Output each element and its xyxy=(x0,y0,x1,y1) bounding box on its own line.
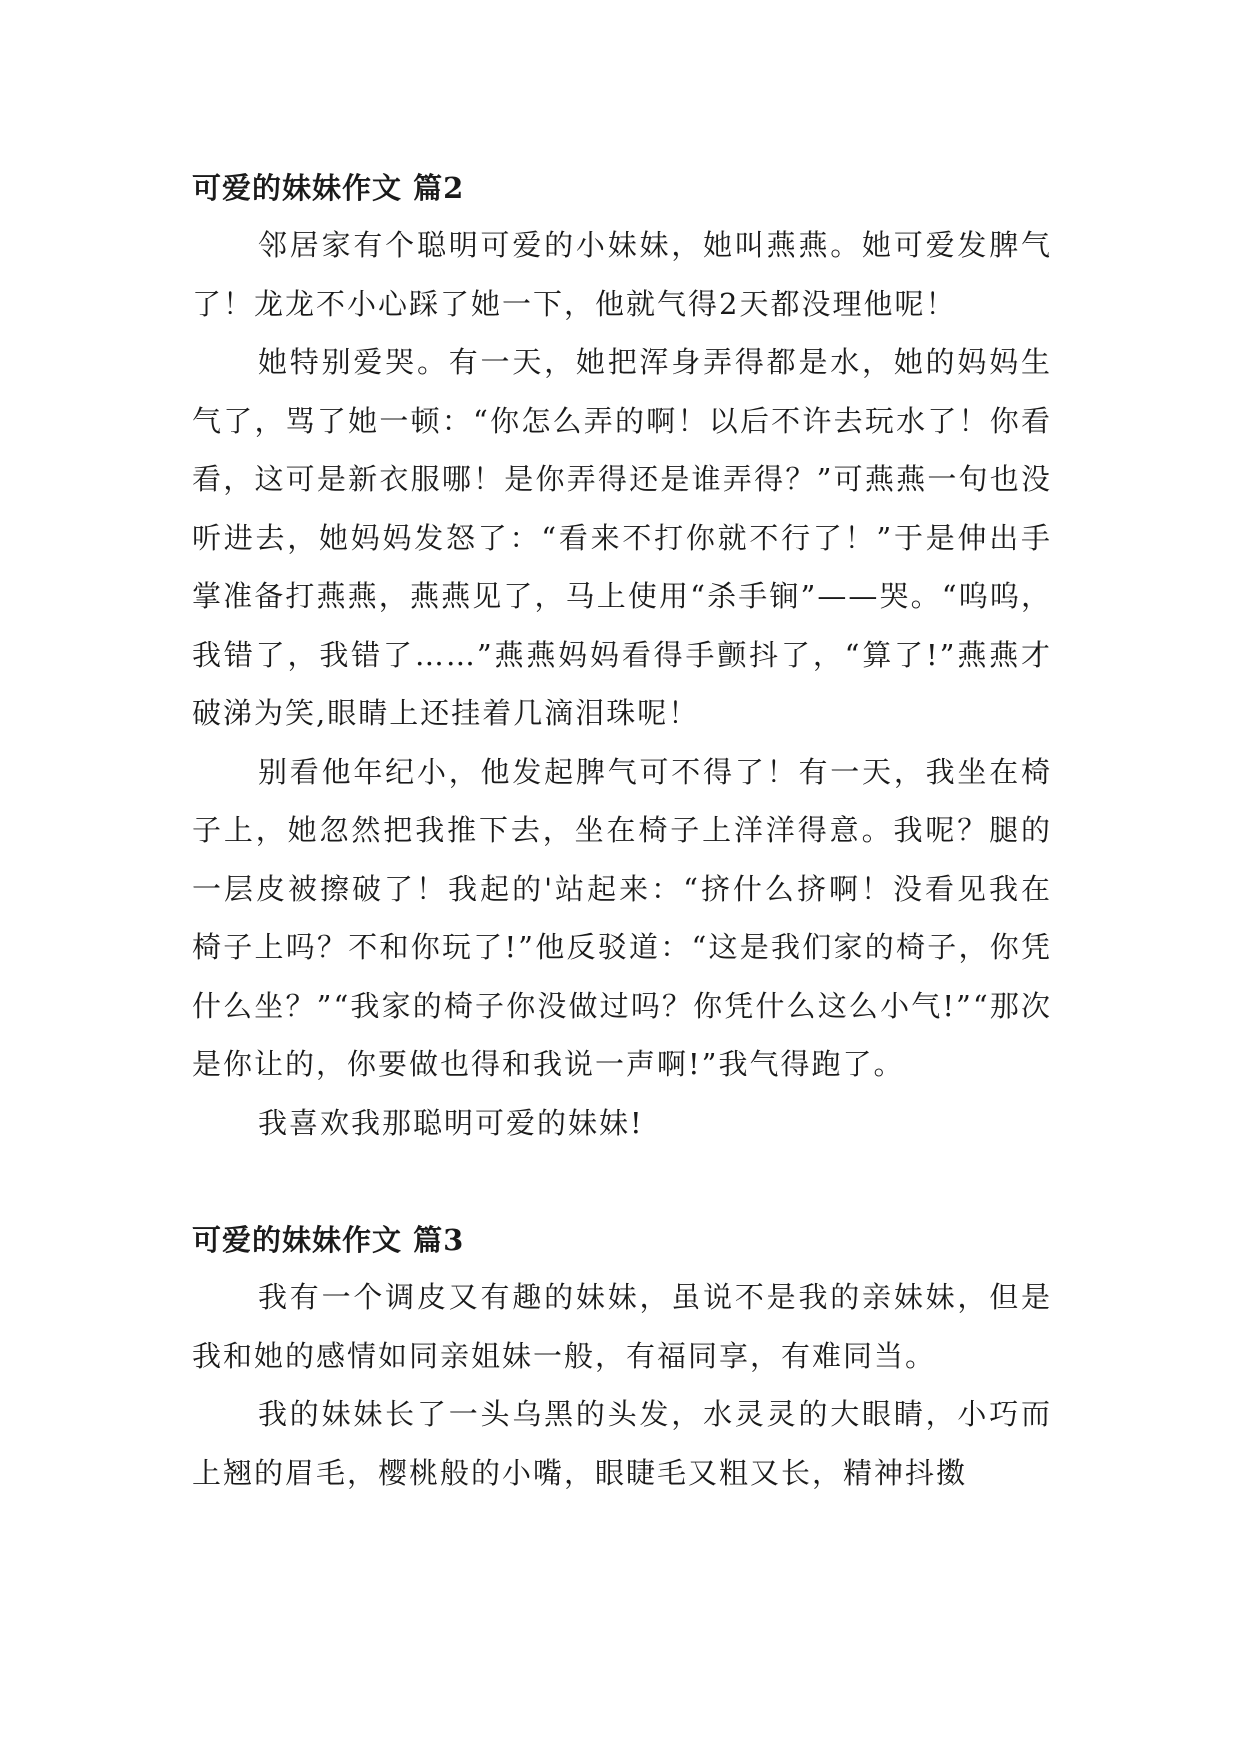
paragraph: 我有一个调皮又有趣的妹妹，虽说不是我的亲妹妹，但是我和她的感情如同亲姐妹一般，有福同享，有难同当。 xyxy=(192,1280,1052,1373)
paragraph: 她特别爱哭。有一天，她把浑身弄得都是水，她的妈妈生气了，骂了她一顿：“你怎么弄的啊！以后不许去玩水了！你看看，这可是新衣服哪！是你弄得还是谁弄得？”可燕燕一句也没听进去，她妈妈发怒了：“看来不打你就不行了！”于是伸出手掌准备打燕燕，燕燕见了，马上使用“杀手锏”——哭。“呜呜，我错了，我错了……”燕燕妈妈看得手颤抖了，“算了!”燕燕才破涕为笑,眼睛上还挂着几滴泪珠呢！ xyxy=(192,345,1052,730)
section-title: 可爱的妹妹作文 篇3 xyxy=(192,1223,465,1257)
paragraph: 别看他年纪小，他发起脾气可不得了！有一天，我坐在椅子上，她忽然把我推下去，坐在椅子上洋洋得意。我呢？腿的一层皮被擦破了！我起的'站起来：“挤什么挤啊！没看见我在椅子上吗？不和你玩了!”他反驳道：“这是我们家的椅子，你凭什么坐？”“我家的椅子你没做过吗？你凭什么这么小气!”“那次是你让的，你要做也得和我说一声啊!”我气得跑了。 xyxy=(192,754,1052,1081)
essay-section-2 xyxy=(192,160,1052,1152)
essay-section-3 xyxy=(192,1212,1052,1502)
document-page xyxy=(192,160,1052,1502)
section-title: 可爱的妹妹作文 篇2 xyxy=(192,171,465,205)
paragraph: 我喜欢我那聪明可爱的妹妹! xyxy=(258,1105,644,1140)
paragraph: 邻居家有个聪明可爱的小妹妹，她叫燕燕。她可爱发脾气了！龙龙不小心踩了她一下，他就气得2天都没理他呢！ xyxy=(192,228,1052,321)
paragraph: 我的妹妹长了一头乌黑的头发，水灵灵的大眼睛，小巧而上翘的眉毛，樱桃般的小嘴，眼睫毛又粗又长，精神抖擞 xyxy=(192,1397,1052,1490)
